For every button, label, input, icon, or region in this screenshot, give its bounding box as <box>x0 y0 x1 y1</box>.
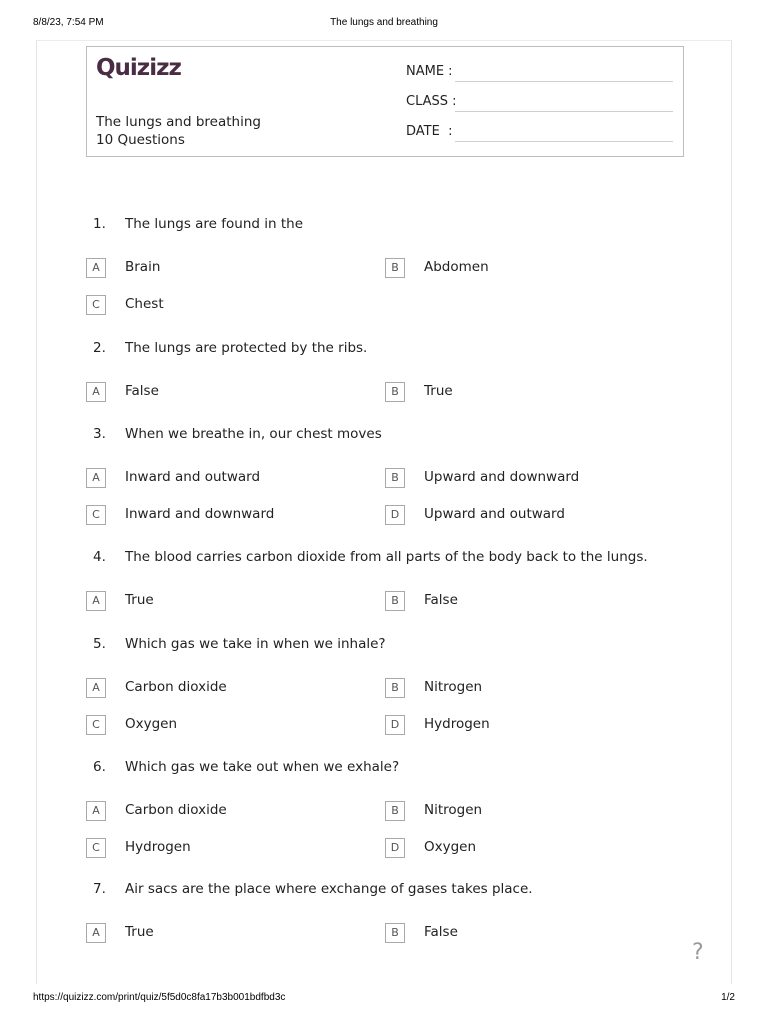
option-text: False <box>125 383 159 399</box>
option-letter-box[interactable]: B <box>385 591 405 611</box>
option-text: Brain <box>125 259 161 275</box>
print-url: https://quizizz.com/print/quiz/5f5d0c8fa17b3b001bdfbd3c <box>33 992 286 1003</box>
option-letter-box[interactable]: C <box>86 715 106 735</box>
quizizz-logo: Quizizz <box>96 55 181 81</box>
question-number: 7. <box>93 881 106 897</box>
name-field-line[interactable] <box>455 81 673 82</box>
question-text: The lungs are found in the <box>125 216 304 232</box>
option-letter-box[interactable]: A <box>86 382 106 402</box>
help-icon[interactable]: ? <box>692 940 704 965</box>
option-text: False <box>424 924 458 940</box>
question-number: 2. <box>93 340 106 356</box>
option-text: Upward and downward <box>424 469 580 485</box>
question-number: 5. <box>93 636 106 652</box>
option-text: True <box>424 383 453 399</box>
option-text: Inward and outward <box>125 469 261 485</box>
question-count: 10 Questions <box>96 132 185 148</box>
page-number: 1/2 <box>721 992 735 1003</box>
option-text: True <box>125 592 154 608</box>
question-text: The lungs are protected by the ribs. <box>125 340 368 356</box>
quiz-info-box <box>86 46 684 157</box>
option-text: Inward and downward <box>125 506 275 522</box>
option-letter-box[interactable]: D <box>385 715 405 735</box>
option-letter-box[interactable]: B <box>385 678 405 698</box>
quiz-title: The lungs and breathing <box>96 114 261 130</box>
question-text: When we breathe in, our chest moves <box>125 426 382 442</box>
option-text: Hydrogen <box>424 716 490 732</box>
option-text: Abdomen <box>424 259 489 275</box>
option-letter-box[interactable]: C <box>86 505 106 525</box>
print-document-title: The lungs and breathing <box>330 17 438 28</box>
option-letter-box[interactable]: B <box>385 258 405 278</box>
class-field-line[interactable] <box>455 111 673 112</box>
option-letter-box[interactable]: A <box>86 468 106 488</box>
option-letter-box[interactable]: A <box>86 258 106 278</box>
option-letter-box[interactable]: B <box>385 801 405 821</box>
class-field-label: CLASS : <box>406 94 457 109</box>
option-text: Upward and outward <box>424 506 565 522</box>
option-letter-box[interactable]: A <box>86 801 106 821</box>
date-field-line[interactable] <box>455 141 673 142</box>
option-text: Nitrogen <box>424 802 483 818</box>
option-letter-box[interactable]: B <box>385 382 405 402</box>
question-text: Which gas we take in when we inhale? <box>125 636 386 652</box>
print-header <box>33 17 735 31</box>
option-letter-box[interactable]: B <box>385 923 405 943</box>
option-letter-box[interactable]: D <box>385 838 405 858</box>
question-number: 1. <box>93 216 106 232</box>
date-field-label: DATE : <box>406 124 453 139</box>
option-text: True <box>125 924 154 940</box>
option-text: Oxygen <box>424 839 477 855</box>
question-number: 4. <box>93 549 106 565</box>
option-text: Oxygen <box>125 716 178 732</box>
option-text: Nitrogen <box>424 679 483 695</box>
question-text: The blood carries carbon dioxide from all parts of the body back to the lungs. <box>125 549 648 565</box>
print-footer <box>33 992 735 1006</box>
option-text: Chest <box>125 296 164 312</box>
option-letter-box[interactable]: C <box>86 295 106 315</box>
option-letter-box[interactable]: A <box>86 678 106 698</box>
question-number: 6. <box>93 759 106 775</box>
option-letter-box[interactable]: B <box>385 468 405 488</box>
question-text: Which gas we take out when we exhale? <box>125 759 400 775</box>
option-text: Carbon dioxide <box>125 679 227 695</box>
option-text: Carbon dioxide <box>125 802 227 818</box>
option-letter-box[interactable]: A <box>86 923 106 943</box>
option-text: Hydrogen <box>125 839 191 855</box>
option-letter-box[interactable]: A <box>86 591 106 611</box>
question-number: 3. <box>93 426 106 442</box>
option-text: False <box>424 592 458 608</box>
option-letter-box[interactable]: D <box>385 505 405 525</box>
print-timestamp: 8/8/23, 7:54 PM <box>33 17 104 28</box>
option-letter-box[interactable]: C <box>86 838 106 858</box>
name-field-label: NAME : <box>406 64 453 79</box>
question-text: Air sacs are the place where exchange of gases takes place. <box>125 881 533 897</box>
